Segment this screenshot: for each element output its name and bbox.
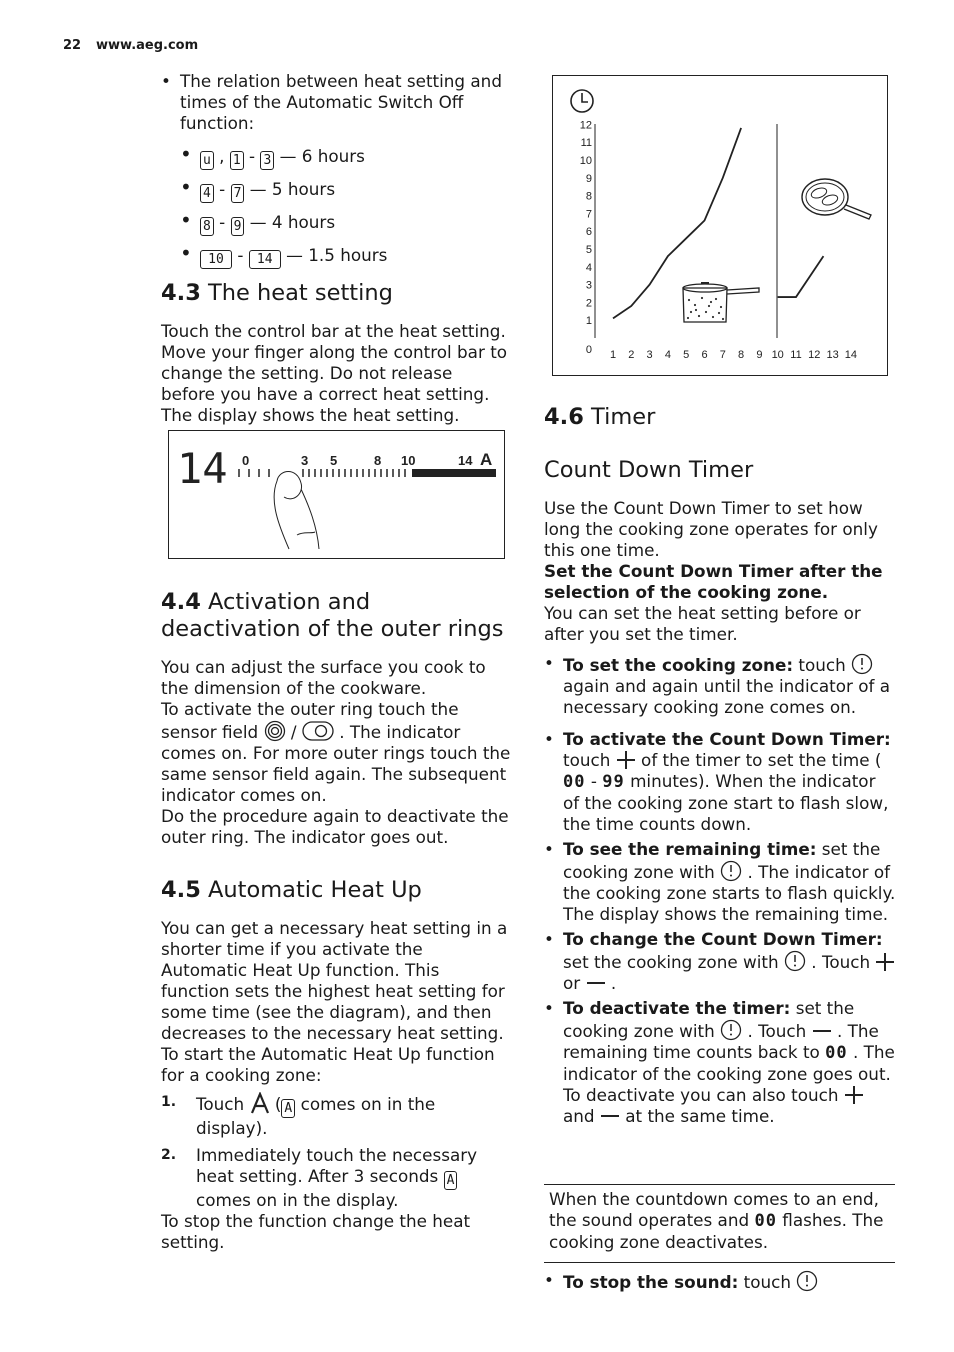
finger-icon	[274, 472, 319, 550]
x-tick-label: 11	[790, 349, 802, 361]
heat-code: 4	[200, 184, 214, 203]
list-item: • To activate the Count Down Timer: touch of the timer to set the time ( 00 - 99 minutes). When the indicator of the cooking zone start to flash slow, the time counts down.	[544, 729, 896, 835]
heat-code: 1	[230, 151, 244, 170]
control-bar-illustration	[168, 430, 505, 559]
heat-code: 7	[231, 184, 245, 203]
display-digits: 14	[177, 444, 228, 493]
y-tick-label: 9	[585, 172, 592, 185]
x-tick-label: 3	[646, 349, 653, 361]
scale-label: A	[480, 450, 493, 469]
y-tick-label: 0	[585, 344, 592, 356]
heat-code: A	[281, 1099, 295, 1118]
note-top-rule	[544, 1184, 895, 1185]
y-tick-label: 3	[585, 279, 592, 292]
list-item: • 4 - 7 — 5 hours	[180, 179, 511, 203]
y-tick-label: 11	[580, 137, 592, 150]
section-4-6: 4.6 Timer Count Down Timer Use the Count Down Timer to set how long the cooking zone operates for only this one time. Set the Count Down Timer after the selection of the cooking zone. You can set the heat setting before or after you set the timer. • To set the cooking zone: touch again and again until the indicator of a necessary cooking zone comes on. • To activate the Count Down Timer: touch of the timer to set the time ( 00 - 99 minutes). When the indicator of the cooking zone start to flash slow, the time counts down. • To see the remaining time: set the cooking zone with . The indicator of the cooking zone starts to flash quickly. The display shows the remaining time. • To change the Count Down Timer: set the cooking zone with . Touch or . • To deactivate the timer: set the cooking zone with . Touch . The remaining time counts back to 00 . The indicator of the cooking zone goes out. To deactivate you can also touch and at the same time.	[544, 404, 896, 1127]
paragraph: Touch the control bar at the heat setting. Move your finger along the control bar to change the setting. Do not release before you have a correct heat setting. The display shows the heat setting.	[161, 321, 508, 425]
pot-icon	[683, 283, 759, 322]
x-tick-label: 6	[701, 349, 708, 361]
plus-icon	[616, 750, 636, 770]
x-tick-label: 14	[844, 349, 858, 361]
oval-ring-sensor-icon	[302, 720, 334, 742]
x-tick-label: 5	[683, 349, 690, 361]
heat-code: 8	[200, 217, 214, 236]
stop-sound-block	[544, 1270, 896, 1293]
x-tick-labels	[610, 349, 857, 361]
section-title: 4.6 Timer	[544, 404, 656, 430]
timer-icon	[796, 1270, 818, 1292]
section-4-5: 4.5 Automatic Heat Up You can get a necessary heat setting in a shorter time if you activate the Automatic Heat Up function. This function sets the highest heat setting for some time (see the diagram), and then decreases to the necessary heat setting. To start the Automatic Heat Up function for a cooking zone: 1. Touch ( A comes on in the display). 2. Immediately touch the necessary heat setting. After 3 seconds A comes on in the display. To stop the function change the heat setting.	[161, 877, 511, 1253]
scale-bar	[412, 469, 496, 477]
heat-code: u	[200, 151, 214, 170]
note-bottom-rule	[544, 1262, 895, 1263]
heat-code: A	[444, 1171, 458, 1190]
timer-icon	[720, 860, 742, 882]
x-tick-label: 9	[756, 349, 763, 361]
timer-icon	[851, 653, 873, 675]
outer-ring-sensor-icon	[264, 720, 286, 742]
list-item: • 8 - 9 — 4 hours	[180, 212, 511, 236]
y-tick-label: 12	[579, 119, 592, 132]
list-item: • 10 - 14 — 1.5 hours	[180, 245, 511, 269]
minus-icon	[600, 1106, 620, 1126]
scale-label: 8	[374, 453, 382, 468]
series-line-2	[778, 256, 824, 297]
section-title: 4.3 The heat setting	[161, 280, 393, 306]
list-item: • To stop the sound: touch	[544, 1270, 896, 1293]
x-tick-label: 1	[609, 349, 617, 361]
x-tick-label: 8	[738, 349, 745, 361]
auto-switch-off-block	[161, 71, 511, 269]
time-min: 00	[563, 772, 586, 792]
y-tick-label: 7	[585, 208, 592, 221]
x-tick-label: 4	[664, 349, 671, 361]
list-item: • u , 1 - 3 — 6 hours	[180, 146, 511, 170]
heat-code: 3	[260, 151, 274, 170]
note: When the countdown comes to an end, the sound operates and 00 flashes. The cooking zone deactivates.	[549, 1189, 884, 1252]
y-tick-labels	[580, 119, 592, 356]
list-item: • To change the Count Down Timer: set the cooking zone with . Touch or .	[544, 929, 896, 994]
y-tick-label: 8	[585, 190, 592, 203]
timer-icon	[784, 950, 806, 972]
time-max: 99	[602, 772, 625, 792]
plus-icon	[844, 1085, 864, 1105]
section-title: 4.4 Activation and deactivation of the outer rings	[161, 589, 504, 642]
y-tick-label: 2	[585, 297, 592, 310]
section-4-4: 4.4 Activation and deactivation of the outer rings You can adjust the surface you cook to the dimension of the cookware. To activate the outer ring touch the sensor field / . The indicator comes on. For more outer rings touch the same sensor field again. The subsequent indicator comes on. Do the procedure again to deactivate the outer ring. The indicator goes out.	[161, 589, 511, 847]
timer-icon	[720, 1019, 742, 1041]
y-tick-label: 5	[585, 244, 592, 256]
list-item: • To deactivate the timer: set the cooking zone with . Touch . The remaining time counts back to 00 . The indicator of the cooking zone goes out. To deactivate you can also touch and at the same time.	[544, 998, 896, 1127]
heat-code: 10	[200, 250, 232, 269]
clock-icon	[571, 90, 593, 112]
y-tick-label: 6	[585, 226, 592, 239]
heat-code: 14	[249, 250, 281, 269]
heat-up-diagram	[552, 75, 888, 376]
scale-label: 5	[330, 453, 338, 468]
site-url[interactable]: www.aeg.com	[96, 38, 199, 53]
x-tick-label: 13	[826, 349, 839, 361]
y-tick-label: 10	[579, 155, 592, 167]
step-1: 1. Touch ( A comes on in the display).	[161, 1094, 436, 1138]
scale-label: 10	[401, 453, 416, 468]
scale-ticks	[239, 469, 405, 477]
automatic-heat-up-icon	[250, 1092, 270, 1114]
time-zero: 00	[754, 1211, 777, 1231]
time-zero: 00	[825, 1043, 848, 1063]
subsection-title: Count Down Timer	[544, 457, 754, 483]
list-item: • To see the remaining time: set the cooking zone with . The indicator of the cooking zone starts to flash quickly. The display shows the remaining time.	[544, 839, 896, 925]
page-number: 22	[63, 38, 82, 53]
x-tick-label: 7	[719, 349, 726, 361]
series-line-1	[613, 128, 741, 318]
scale-label: 0	[242, 453, 250, 468]
minus-icon	[586, 973, 606, 993]
list-item: • To set the cooking zone: touch again and again until the indicator of a necessary cooking zone comes on.	[544, 653, 896, 718]
section-title: 4.5 Automatic Heat Up	[161, 877, 422, 903]
y-tick-label: 1	[585, 315, 592, 328]
heat-up-chart	[553, 76, 887, 375]
control-bar-svg	[169, 431, 504, 558]
auto-switch-off-intro: • The relation between heat setting and times of the Automatic Switch Off function:	[161, 71, 511, 134]
scale-label: 14	[458, 453, 473, 468]
plus-icon	[875, 952, 895, 972]
x-tick-label: 12	[808, 349, 821, 361]
series-group	[613, 128, 823, 318]
heat-code: 9	[231, 217, 245, 236]
step-2: 2. Immediately touch the necessary heat setting. After 3 seconds A comes on in the display.	[161, 1145, 478, 1210]
x-tick-label: 10	[771, 349, 784, 361]
y-tick-label: 4	[585, 261, 592, 274]
frying-pan-icon	[802, 179, 871, 219]
minus-icon	[812, 1021, 832, 1041]
section-4-3	[161, 280, 511, 426]
scale-label: 3	[301, 453, 309, 468]
x-tick-label: 2	[628, 349, 635, 361]
